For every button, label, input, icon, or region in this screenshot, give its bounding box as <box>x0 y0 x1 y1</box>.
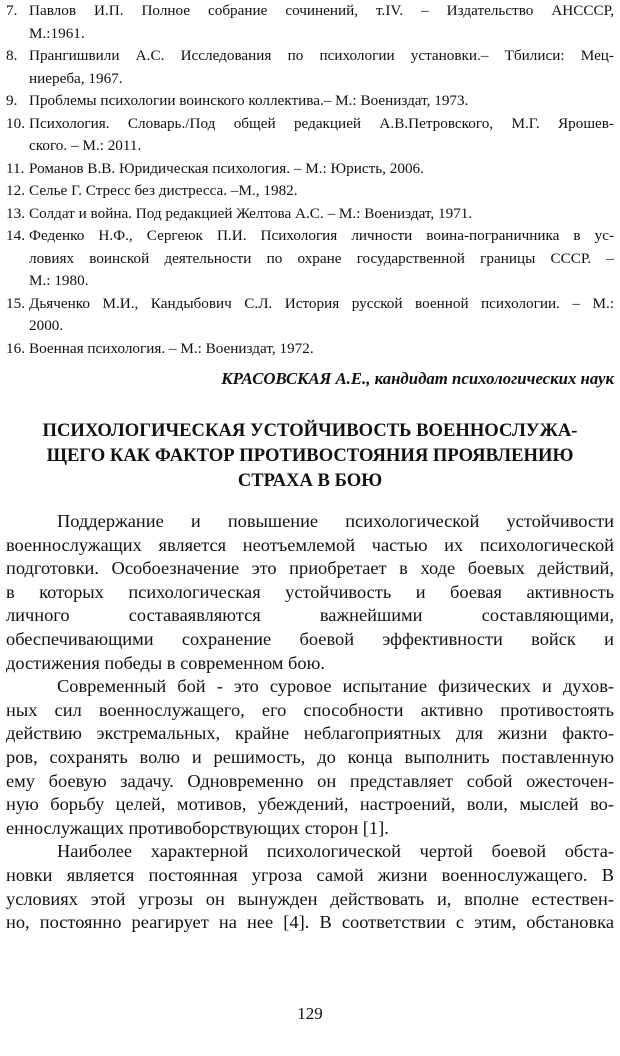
title-line: ЩЕГО КАК ФАКТОР ПРОТИВОСТОЯНИЯ ПРОЯВЛЕНИЮ <box>46 445 574 466</box>
reference-item <box>6 90 614 113</box>
reference-number: 14. <box>6 227 25 244</box>
paragraph <box>6 675 614 840</box>
reference-line: Романов В.В. Юридическая психология. – М.: Юристь, 2006. <box>29 159 424 177</box>
reference-line: Солдат и война. Под редакцией Желтова А.С. – М.: Воениздат, 1971. <box>29 204 473 222</box>
reference-item <box>6 225 614 293</box>
paragraph-line: новки является постоянная угроза самой жизни военнослужащего. В <box>6 864 614 885</box>
reference-text <box>29 180 614 203</box>
reference-text <box>29 338 614 361</box>
reference-line: Павлов И.П. Полное собрание сочинений, т.IV. – Издательство АНСССР, <box>29 2 614 19</box>
reference-line: Прангишвили А.С. Исследования по психологии установки.– Тбилиси: Мец- <box>29 47 614 64</box>
paragraph-line: условиях этой угрозы он вынужден действовать и, вполне естествен- <box>6 888 614 909</box>
article-title <box>8 418 612 493</box>
reference-line: Селье Г. Стресс без дистресса. –М., 1982. <box>29 182 298 199</box>
paragraph-line: Поддержание и повышение психологической устойчивости <box>57 511 614 531</box>
paragraph-line: Современный бой - это суровое испытание физических и духов- <box>57 676 614 697</box>
reference-text <box>29 158 614 181</box>
reference-item <box>6 293 614 338</box>
reference-text <box>29 0 614 45</box>
reference-text <box>29 203 614 226</box>
reference-line: Психология. Словарь./Под общей редакцией А.В.Петровского, М.Г. Ярошев- <box>29 114 614 132</box>
reference-text <box>29 45 614 90</box>
paragraph-line: ров, сохранять волю и решимость, до конца выполнить поставленную <box>6 746 614 767</box>
reference-number: 11. <box>6 159 25 177</box>
paragraph-line: достижения победы в современном бою. <box>6 652 325 673</box>
reference-line: ниереба, 1967. <box>29 69 123 87</box>
reference-number: 15. <box>6 294 25 312</box>
page-number: 129 <box>297 1004 323 1023</box>
paragraph-line: ную борьбу целей, мотивов, убеждений, настроений, воли, мыслей во- <box>6 794 614 815</box>
paragraph-line: ных сил военнослужащего, его способности активно противостоять <box>6 699 614 720</box>
paragraph-line: военнослужащих является неотъемлемой частью их психологической <box>6 534 614 555</box>
reference-item <box>6 203 614 226</box>
reference-text <box>29 113 614 158</box>
paragraph <box>6 510 614 675</box>
title-line: ПСИХОЛОГИЧЕСКАЯ УСТОЙЧИВОСТЬ ВОЕННОСЛУЖА- <box>42 420 578 441</box>
reference-item <box>6 45 614 90</box>
reference-item <box>6 180 614 203</box>
paragraph <box>6 840 614 934</box>
reference-line: Феденко Н.Ф., Сергеюк П.И. Психология личности воина-пограничника в ус- <box>29 227 614 244</box>
article-body <box>6 510 614 935</box>
reference-number: 9. <box>6 92 18 109</box>
reference-item <box>6 338 614 361</box>
paragraph-line: действию экстремальных, крайне неблагоприятных для жизни факто- <box>6 723 614 744</box>
reference-line: 2000. <box>29 317 64 334</box>
reference-list <box>6 0 614 360</box>
reference-number: 7. <box>6 2 18 19</box>
paragraph-line: в которых психологическая устойчивость и боевая активность <box>6 581 614 602</box>
reference-item <box>6 0 614 45</box>
reference-number: 13. <box>6 204 25 222</box>
reference-line: ского. – М.: 2011. <box>29 137 142 154</box>
reference-line: Дьяченко М.И., Кандыбович С.Л. История русской военной психологии. – М.: <box>29 294 614 312</box>
reference-number: 16. <box>6 339 25 357</box>
reference-text <box>29 90 614 113</box>
reference-text <box>29 225 614 293</box>
reference-line: Военная психология. – М.: Воениздат, 1972. <box>29 339 314 357</box>
reference-item <box>6 113 614 158</box>
paragraph-line: личного составаявляются важнейшими составляющими, <box>6 605 614 626</box>
reference-number: 12. <box>6 182 25 199</box>
reference-line: М.:1961. <box>29 24 85 42</box>
title-line: СТРАХА В БОЮ <box>237 470 383 491</box>
author-line: КРАСОВСКАЯ А.Е., кандидат психологических наук <box>221 369 614 388</box>
reference-number: 8. <box>6 47 18 64</box>
paragraph-line: подготовки. Особоезначение это приобретает в ходе боевых действий, <box>6 558 614 579</box>
reference-line: М.: 1980. <box>29 272 89 289</box>
reference-line: Проблемы психологии воинского коллектива.– М.: Воениздат, 1973. <box>29 92 469 109</box>
paragraph-line: но, постоянно реагирует на нее [4]. В соответствии с этим, обстановка <box>6 912 614 933</box>
paragraph-line: еннослужащих противоборствующих сторон [1]. <box>6 817 389 838</box>
reference-item <box>6 158 614 181</box>
reference-line: ловиях воинской деятельности по охране государственной границы СССР. – <box>29 249 614 267</box>
paragraph-line: ему боевую задачу. Одновременно он представляет собой ожесточен- <box>6 770 614 791</box>
reference-number: 10. <box>6 114 25 132</box>
paragraph-line: Наиболее характерной психологической чертой боевой обста- <box>57 841 614 862</box>
paragraph-line: обеспечивающими сохранение боевой эффективности войск и <box>6 628 614 649</box>
reference-text <box>29 293 614 338</box>
